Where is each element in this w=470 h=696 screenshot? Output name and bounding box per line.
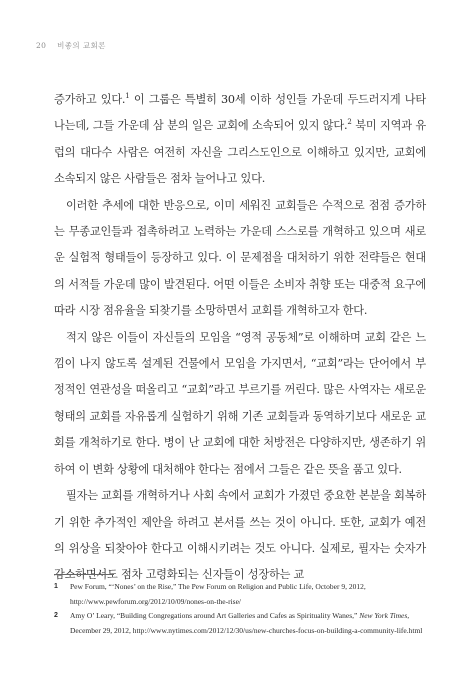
book-title: 비좋의 교회론 — [57, 41, 106, 50]
footnote-2 — [54, 609, 434, 638]
footnote-ref-1: 1 — [125, 92, 130, 100]
paragraph-4: 필자는 교회를 개혁하거나 사회 속에서 교회가 가졌던 중요한 본분을 회복하기 위한 추가적인 제안을 하려고 본서를 쓰는 것이 아니다. 또한, 교회가 예전의 위상을 되찾아야 한다고 이해시키려는 것도 아니다. 실제로, 필자는 숫자가 감소하면서도 점차 고령화되는 신자들이 성장하는 교 — [54, 489, 426, 582]
paragraph-2: 이러한 추세에 대한 반응으로, 이미 세워진 교회들은 수적으로 점점 증가하는 무종교인들과 접촉하려고 노력하는 가운데 스스로를 개혁하고 있으며 새로운 실험적 형태들이 등장하고 있다. 이 문제점을 대처하기 위한 전략들은 현대의 서적들 가운데 많이 발견된다. 어떤 이들은 소비자 취향 또는 대중적 요구에 따라 시장 점유율을 되찾기를 소망하면서 교회를 개혁하고자 한다. — [54, 198, 426, 318]
footnote-number-2: 2 — [54, 612, 58, 619]
footnote-ref-2: 2 — [347, 118, 352, 127]
running-head — [36, 40, 106, 51]
footnote-text-1: Pew Forum, “‘Nones’ on the Rise,” The Pew Forum on Religion and Public Life, October 9, 2012, http://www.pewforum.org/2012/10/09/nones-on-the-rise/ — [70, 582, 366, 606]
footnote-1 — [54, 580, 434, 609]
paragraph-1-part-a: 증가하고 있다. — [54, 93, 126, 106]
body-text — [54, 87, 426, 589]
paragraph-1 — [54, 87, 426, 193]
paragraph-1-part-b: 이 그룹은 특별히 30세 이하 성인들 가운데 두드러지게 나타나는데, 그들 가운데 삼 분의 일은 교회에 소속되어 있지 않다. — [54, 93, 426, 133]
paragraph-1-part-c: 북미 지역과 유럽의 대다수 사람은 여전히 자신을 그리스도인으로 이해하고 있지만, 교회에 소속되지 않은 사람들은 점차 늘어나고 있다. — [54, 119, 426, 186]
footnote-text-2-post: , December 29, 2012, http://www.nytimes.com/2012/12/30/us/new-churches-focus-on-building-a-community-life.html — [70, 611, 423, 635]
footnotes — [54, 580, 434, 638]
footnote-publication: New York Times — [359, 611, 408, 620]
footnote-divider — [54, 574, 114, 575]
paragraph-3: 적지 않은 이들이 자신들의 모임을 “영적 공동체”로 이해하며 교회 같은 느낌이 나지 않도록 설계된 건물에서 모임을 가지면서, “교회”라는 단어에서 부정적인 연관성을 떠올리고 “교회”라고 부르기를 꺼린다. 많은 사역자는 새로운 형태의 교회를 자유롭게 실험하기 위해 기존 교회들과 동역하기보다 새로운 교회를 개척하기로 한다. 병이 난 교회에 대한 처방전은 다양하지만, 생존하기 위하여 이 변화 상황에 대처해야 한다는 점에서 그들은 같은 뜻을 품고 있다. — [54, 330, 426, 476]
footnote-number-1: 1 — [54, 583, 58, 590]
page-number: 20 — [36, 41, 47, 50]
footnote-text-2-pre: Amy O’ Leary, “Building Congregations around Art Galleries and Cafes as Spirituality Wanes,” — [70, 611, 360, 620]
